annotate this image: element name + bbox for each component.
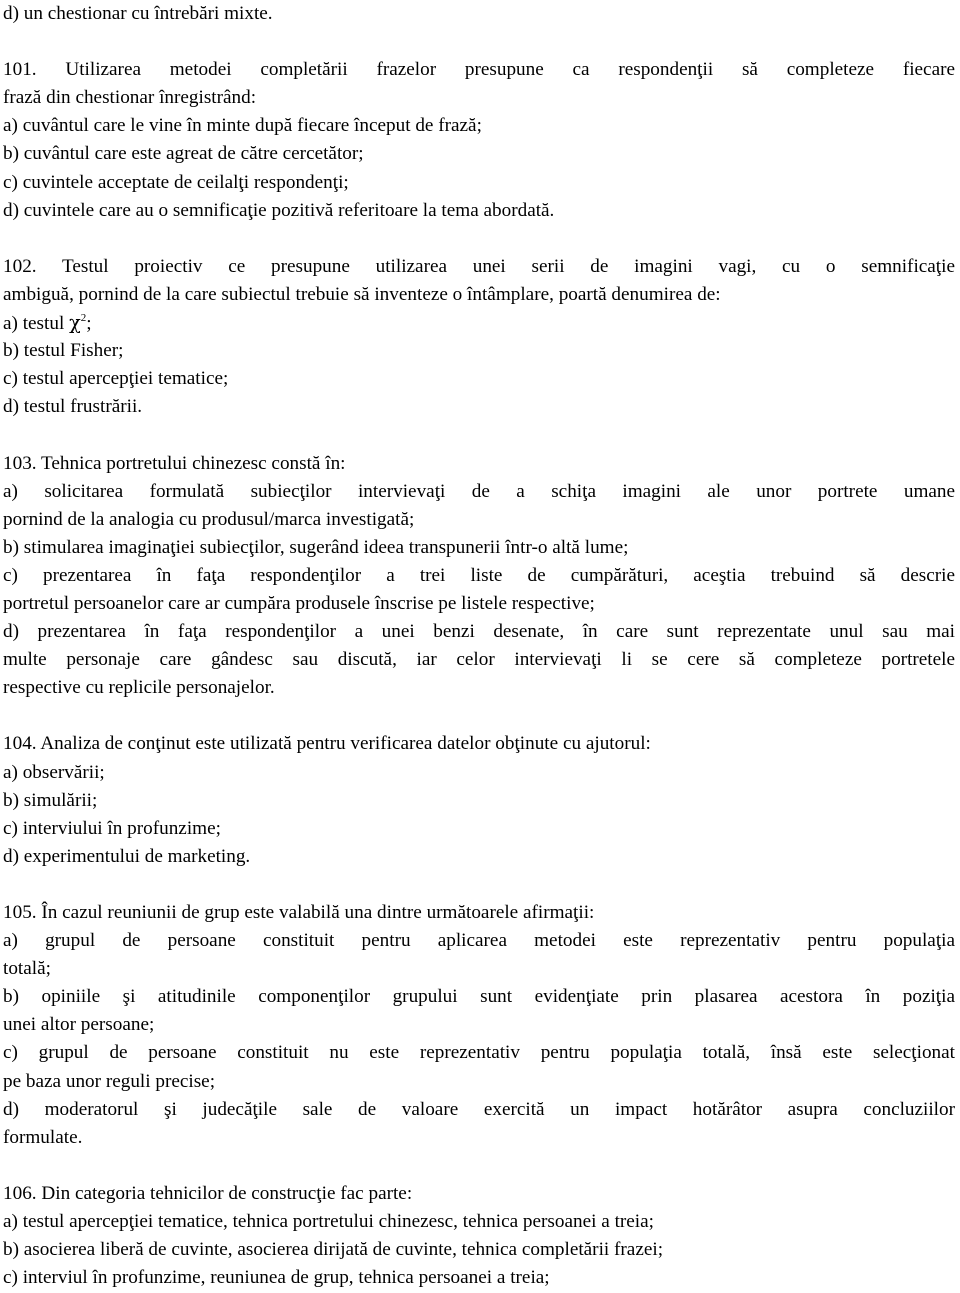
q106-option-b: b) asocierea liberă de cuvinte, asocierea dirijată de cuvinte, tehnica completării frazei; [3,1239,664,1261]
question-105 [3,899,955,1152]
q105-option-b-line2: unei altor persoane; [3,1014,155,1036]
q105-option-a-line1: a) grupul de persoane constituit pentru aplicarea metodei este reprezentativ pentru populaţia [3,930,955,952]
q101-option-d: d) cuvintele care au o semnificaţie pozitivă referitoare la tema abordată. [3,199,555,221]
spacer [3,421,955,449]
q105-option-d-line1: d) moderatorul şi judecăţile sale de valoare exercită un impact hotărâtor asupra concluziilor [3,1098,955,1120]
question-106 [3,1180,955,1292]
q101-question-line1: 101. Utilizarea metodei completării frazelor presupune ca respondenţii să completeze fiecare [3,59,955,81]
q105-option-b-line1: b) opiniile şi atitudinile componenţilor grupului sunt evidenţiate prin plasarea acestora în poziţia [3,986,955,1008]
q102-option-a-suffix: ; [86,313,92,335]
q101-option-b: b) cuvântul care este agreat de către cercetător; [3,143,364,165]
q104-option-a: a) observării; [3,761,105,783]
q103-option-a-line2: pornind de la analogia cu produsul/marca investigată; [3,508,415,530]
q101-question-line2: frază din chestionar înregistrând: [3,87,257,109]
q102-option-c: c) testul apercepţiei tematice; [3,368,229,390]
q105-option-c-line1: c) grupul de persoane constituit nu este reprezentativ pentru populaţia totală, însă este selecţionat [3,1042,955,1064]
spacer [3,702,955,730]
q105-option-d-line2: formulate. [3,1126,83,1148]
q106-question-line1: 106. Din categoria tehnicilor de construcţie fac parte: [3,1182,413,1204]
q105-option-c-line2: pe baza unor reguli precise; [3,1070,216,1092]
q102-question-line2: ambiguă, pornind de la care subiectul trebuie să inventeze o întâmplare, poartă denumirea de: [3,283,721,305]
q101-option-c: c) cuvintele acceptate de ceilalţi respondenţi; [3,171,349,193]
question-104 [3,730,955,870]
chi-symbol: χ [69,311,81,335]
q100-option-d: d) un chestionar cu întrebări mixte. [3,3,273,24]
q103-option-a-line1: a) solicitarea formulată subiecţilor intervievaţi de a schiţa imagini ale unor portrete umane [3,480,955,502]
q102-option-d: d) testul frustrării. [3,396,143,418]
spacer [3,1152,955,1180]
q103-option-b: b) stimularea imaginaţiei subiecţilor, sugerând ideea transpunerii într-o altă lume; [3,536,629,558]
q103-option-d-line2: multe personaje care gândesc sau discută, iar celor intervievaţi li se cere să completeze portretele [3,649,955,671]
q103-question-line1: 103. Tehnica portretului chinezesc constă în: [3,452,346,474]
q102-option-a [3,309,955,337]
question-101 [3,56,955,225]
q105-question-line1: 105. În cazul reuniunii de grup este valabilă una dintre următoarele afirmaţii: [3,902,595,923]
document-page [3,0,955,1292]
q102-option-a-prefix: a) testul [3,313,70,335]
q104-question-line1: 104. Analiza de conţinut este utilizată pentru verificarea datelor obţinute cu ajutorul: [3,733,651,755]
q104-option-d: d) experimentului de marketing. [3,845,251,867]
q103-option-c-line2: portretul persoanelor care ar cumpăra produsele înscrise pe listele respective; [3,592,595,614]
question-102 [3,253,955,422]
q102-question-line1: 102. Testul proiectiv ce presupune utilizarea unei serii de imagini vagi, cu o semnificaţie [3,255,955,277]
question-103 [3,450,955,703]
spacer [3,225,955,253]
q106-option-c: c) interviul în profunzime, reuniunea de grup, tehnica persoanei a treia; [3,1267,550,1289]
spacer [3,871,955,899]
q102-option-b: b) testul Fisher; [3,340,124,362]
superscript-2: 2 [80,312,87,325]
q106-option-a: a) testul apercepţiei tematice, tehnica portretului chinezesc, tehnica persoanei a treia; [3,1211,654,1233]
q105-option-a-line2: totală; [3,958,51,980]
q103-option-d-line3: respective cu replicile personajelor. [3,677,275,699]
q103-option-c-line1: c) prezentarea în faţa respondenţilor a trei liste de cumpărături, aceştia trebuind să descrie [3,564,955,586]
q101-option-a: a) cuvântul care le vine în minte după fiecare început de frază; [3,115,482,137]
q103-option-d-line1: d) prezentarea în faţa respondenţilor a unei benzi desenate, în care sunt reprezentate unul sau mai [3,621,955,643]
spacer [3,28,955,56]
q104-option-c: c) interviului în profunzime; [3,817,221,839]
q104-option-b: b) simulării; [3,789,98,811]
